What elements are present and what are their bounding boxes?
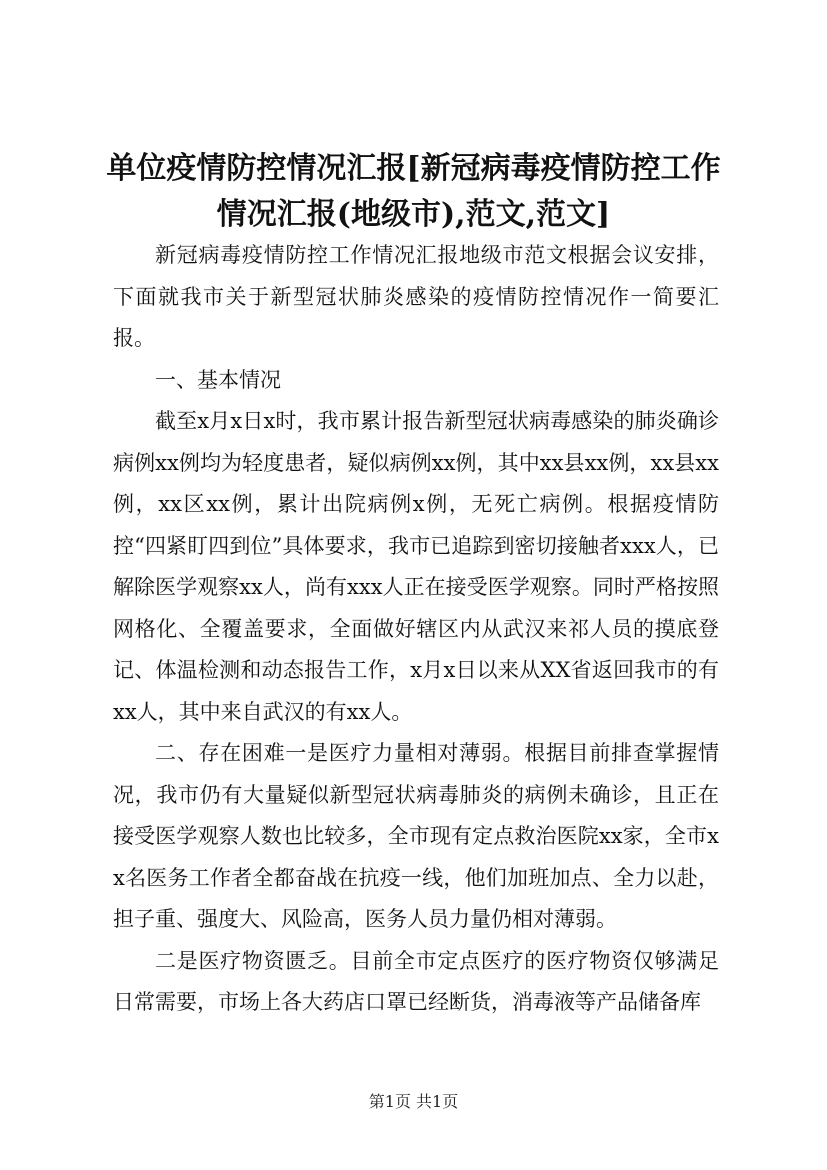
paragraph-difficulties-supplies: 二是医疗物资匮乏。目前全市定点医疗的医疗物资仅够满足日常需要，市场上各大药店口罩已经断货，消毒液等产品储备库: [113, 948, 719, 1014]
paragraph-intro: 新冠病毒疫情防控工作情况汇报地级市范文根据会议安排，下面就我市关于新型冠状肺炎感染的疫情防控情况作一简要汇报。: [113, 243, 719, 350]
paragraph-basic-situation: 截至x月x日x时，我市累计报告新型冠状病毒感染的肺炎确诊病例xx例均为轻度患者，疑似病例xx例，其中xx县xx例，xx县xx例，xx区xx例，累计出院病例x例，无死亡病例。根据疫情防控“四紧盯四到位”具体要求，我市已追踪到密切接触者xxx人，已解除医学观察xx人，尚有xxx人正在接受医学观察。同时严格按照网格化、全覆盖要求，全面做好辖区内从武汉来祁人员的摸底登记、体温检测和动态报告工作，x月x日以来从XX省返回我市的有xx人，其中来自武汉的有xx人。: [113, 409, 719, 724]
document-body: [113, 235, 719, 1024]
section-heading-basic-situation: 一、基本情况: [155, 367, 281, 392]
paragraph-difficulties-medical-force: 二、存在困难一是医疗力量相对薄弱。根据目前排查掌握情况，我市仍有大量疑似新型冠状病毒肺炎的病例未确诊，且正在接受医学观察人数也比较多，全市现有定点救治医院xx家，全市xx名医务工作者全都奋战在抗疫一线，他们加班加点、全力以赴，担子重、强度大、风险高，医务人员力量仍相对薄弱。: [113, 741, 719, 931]
document-title: 单位疫情防控情况汇报[新冠病毒疫情防控工作情况汇报(地级市),范文,范文]: [106, 151, 721, 232]
page-footer: 第1页 共1页: [368, 1092, 459, 1111]
